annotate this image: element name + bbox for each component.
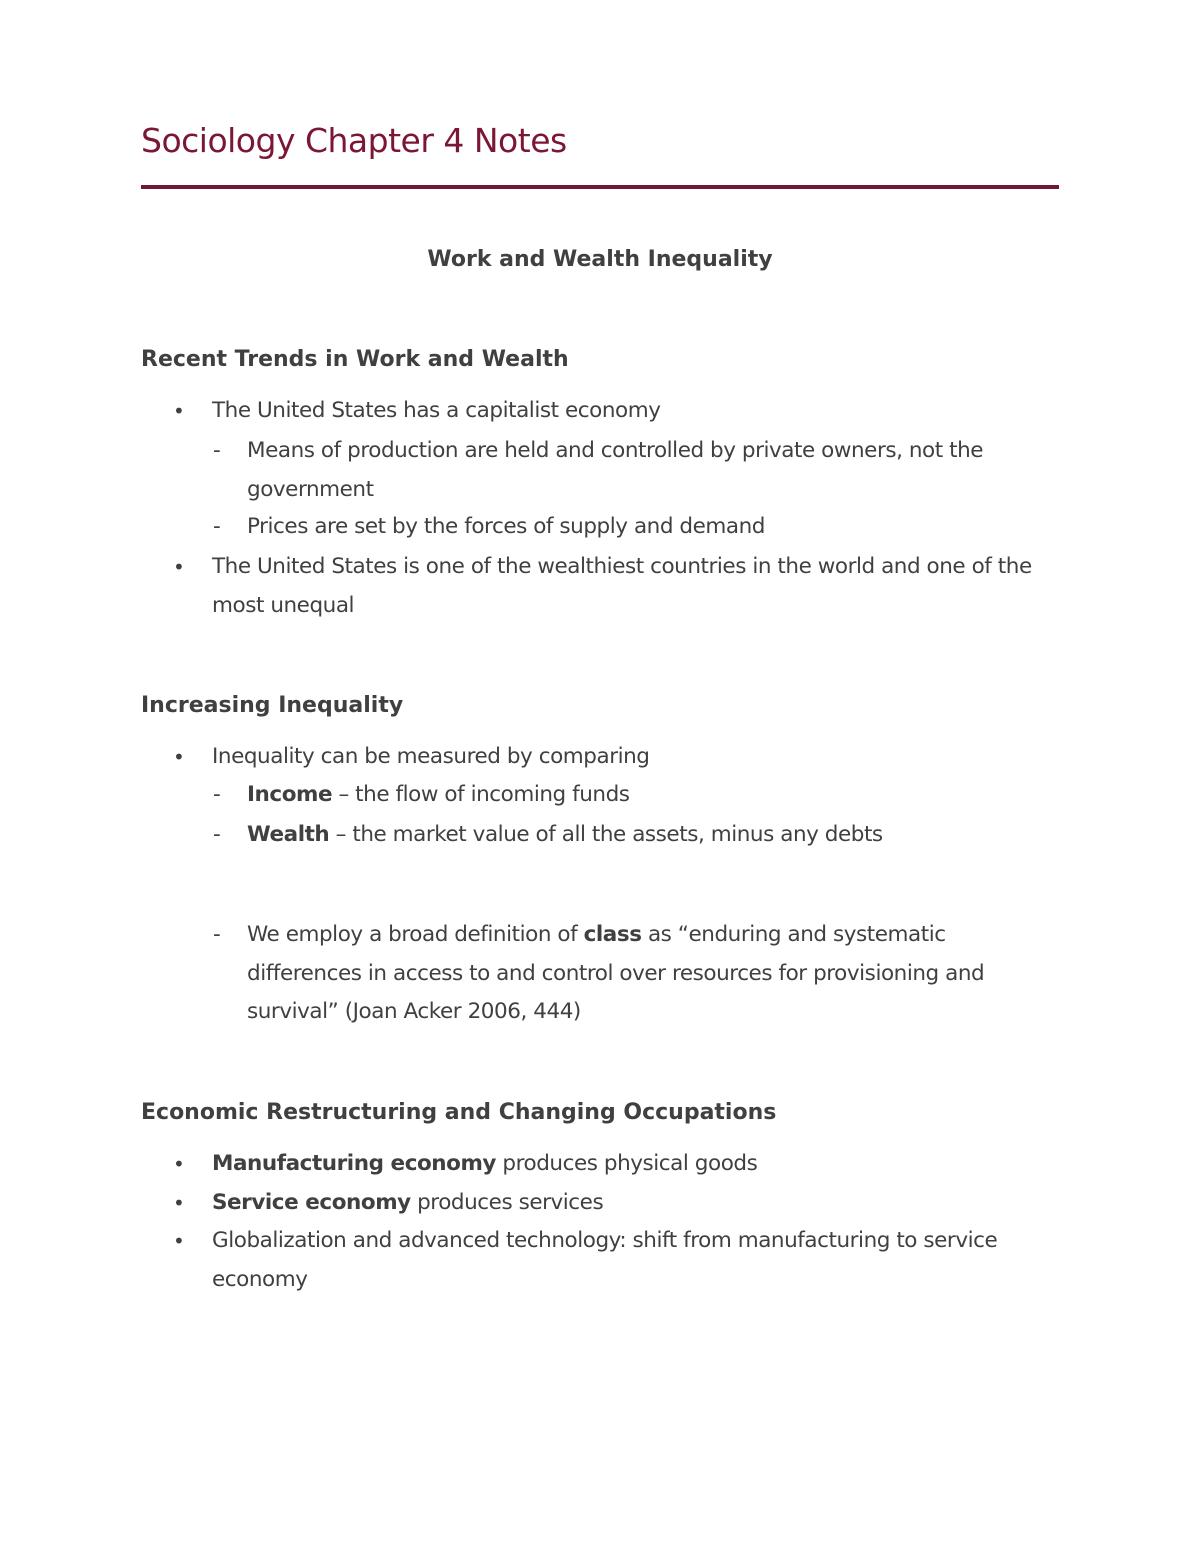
document-title: Sociology Chapter 4 Notes: [141, 121, 567, 160]
list-item-text: Prices are set by the forces of supply and demand: [247, 514, 765, 539]
list-item: [173, 548, 1047, 625]
bullet-marker: •: [173, 1191, 185, 1215]
bullet-marker: •: [173, 555, 185, 579]
term-wealth: Wealth: [247, 822, 330, 847]
section-heading-economic-restructuring: Economic Restructuring and Changing Occupations: [141, 1100, 777, 1125]
list-item-text: Means of production are held and controlled by private owners, not the government: [247, 438, 984, 502]
list-item-text: The United States is one of the wealthiest countries in the world and one of the most unequal: [212, 554, 1032, 618]
section-heading-increasing-inequality: Increasing Inequality: [141, 693, 404, 718]
bullet-marker: •: [173, 745, 185, 769]
term-service-economy: Service economy: [212, 1190, 411, 1215]
list-item-text: produces services: [410, 1190, 604, 1215]
title-divider: [141, 185, 1059, 189]
list-item: [173, 738, 1047, 777]
document-subtitle: Work and Wealth Inequality: [427, 247, 773, 272]
dash-marker: -: [213, 782, 221, 807]
dash-marker: -: [213, 922, 221, 947]
dash-marker: -: [213, 438, 221, 463]
list-item: [213, 508, 1052, 547]
list-item-text: – the flow of incoming funds: [332, 782, 630, 807]
list-item: [173, 1145, 1047, 1184]
bullet-marker: •: [173, 399, 185, 423]
list-item: [173, 392, 1047, 431]
list-item: [213, 432, 1052, 509]
list-item-text: We employ a broad definition of: [247, 922, 584, 947]
list-item-text: The United States has a capitalist economy: [212, 398, 661, 423]
dash-marker: -: [213, 822, 221, 847]
section-heading-recent-trends: Recent Trends in Work and Wealth: [141, 347, 569, 372]
list-item-text: – the market value of all the assets, minus any debts: [329, 822, 883, 847]
term-income: Income: [247, 782, 333, 807]
list-item-text: Globalization and advanced technology: shift from manufacturing to service economy: [212, 1228, 998, 1292]
term-class: class: [583, 922, 642, 947]
list-item-text: Inequality can be measured by comparing: [212, 744, 650, 769]
list-item: [213, 916, 1052, 1032]
list-item: [213, 816, 1052, 855]
dash-marker: -: [213, 514, 221, 539]
list-item: [213, 776, 1052, 815]
bullet-marker: •: [173, 1152, 185, 1176]
list-item-text: as “enduring and systematic differences in access to and control over resources for provisioning and survival” (Joan Acker 2006, 444): [247, 922, 985, 1024]
list-item-text: produces physical goods: [496, 1151, 758, 1176]
bullet-marker: •: [173, 1229, 185, 1253]
list-item: [173, 1222, 1047, 1299]
list-item: [173, 1184, 1047, 1223]
term-manufacturing-economy: Manufacturing economy: [212, 1151, 497, 1176]
